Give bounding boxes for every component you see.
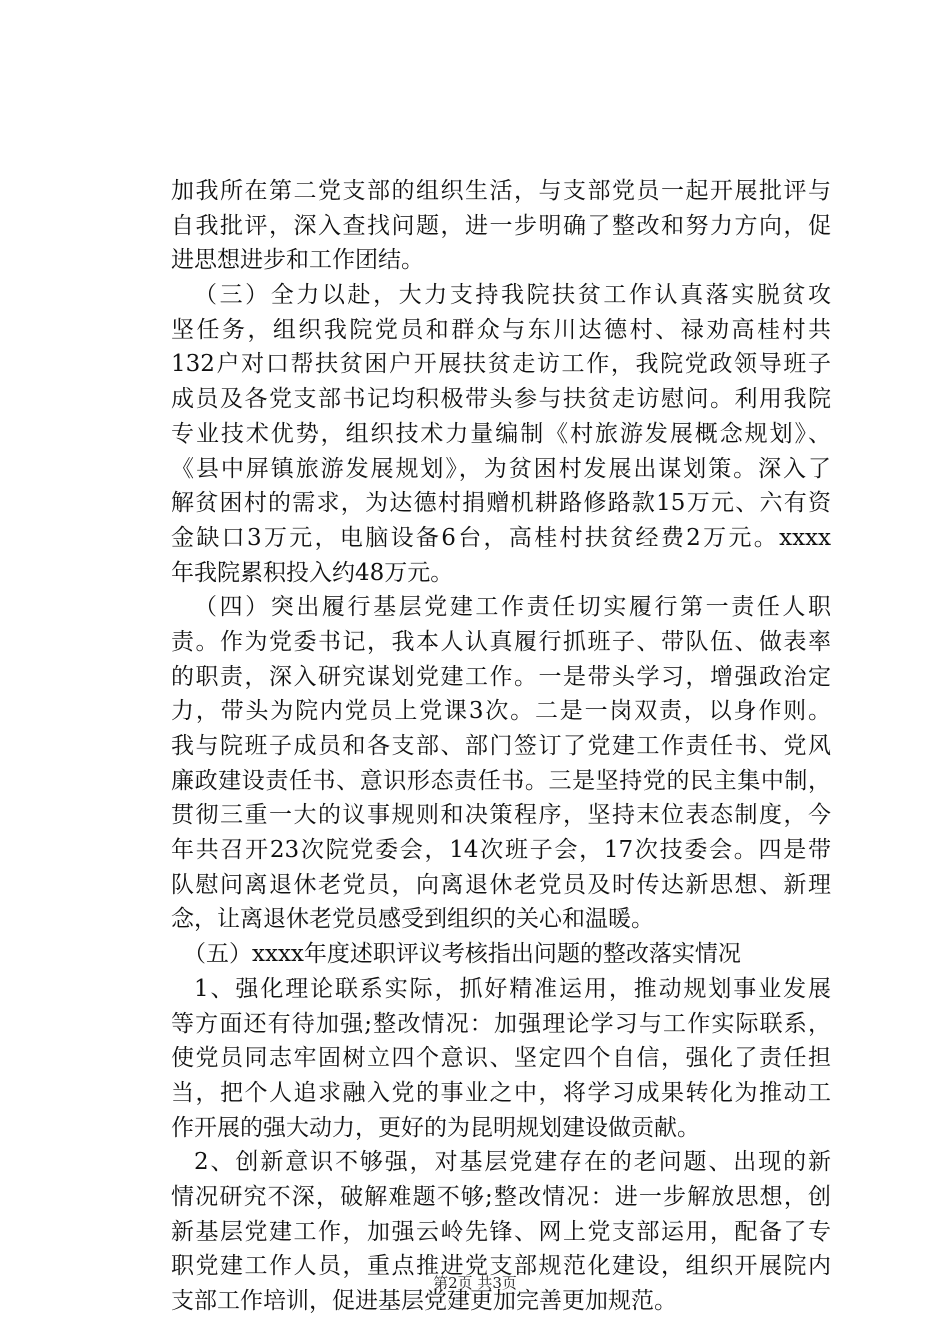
text-line: 职党建工作人员，重点推进党支部规范化建设，组织开展院内 [171,1253,831,1280]
paragraph-heading-5: （五）xxxx年度述职评议考核指出问题的整改落实情况 [183,941,741,968]
paragraph-heading-3: （三）全力以赴，大力支持我院扶贫工作认真落实脱贫攻 [194,282,831,309]
text-line: 加我所在第二党支部的组织生活，与支部党员一起开展批评与 [171,178,831,204]
text-line: 廉政建设责任书、意识形态责任书。三是坚持党的民主集中制， [171,767,831,794]
text-line: 责。作为党委书记，我本人认真履行抓班子、带队伍、做表率 [171,628,831,655]
text-line: 作开展的强大动力，更好的为昆明规划建设做贡献。 [171,1114,700,1141]
text-line: 解贫困村的需求，为达德村捐赠机耕路修路款15万元、六有资 [171,490,831,517]
text-line: 力，带头为院内党员上党课3次。二是一岗双责，以身作则。 [171,698,831,725]
text-line: 年我院累积投入约48万元。 [171,559,454,586]
text-line: 专业技术优势，组织技术力量编制《村旅游发展概念规划》、 [171,420,831,447]
text-line: 队慰问离退休老党员，向离退休老党员及时传达新思想、新理 [171,871,831,898]
list-item-1: 1、强化理论联系实际，抓好精准运用，推动规划事业发展 [194,975,831,1002]
text-line: 当，把个人追求融入党的事业之中，将学习成果转化为推动工 [171,1079,831,1106]
text-line: 成员及各党支部书记均积极带头参与扶贫走访慰问。利用我院 [171,386,831,413]
text-line: 新基层党建工作，加强云岭先锋、网上党支部运用，配备了专 [171,1218,831,1245]
text-line: 自我批评，深入查找问题，进一步明确了整改和努力方向，促 [171,212,831,239]
text-line: 年共召开23次院党委会，14次班子会，17次技委会。四是带 [171,837,831,864]
document-body [171,174,831,1319]
text-line: 情况研究不深，破解难题不够;整改情况：进一步解放思想，创 [171,1183,831,1210]
text-line: 的职责，深入研究谋划党建工作。一是带头学习，增强政治定 [171,663,831,690]
paragraph-heading-4: （四）突出履行基层党建工作责任切实履行第一责任人职 [194,594,831,621]
text-line: 我与院班子成员和各支部、部门签订了党建工作责任书、党风 [171,733,831,759]
text-line: 《县中屏镇旅游发展规划》，为贫困村发展出谋划策。深入了 [171,455,831,482]
page-number-footer: 第2页 共3页 [433,1274,517,1292]
list-item-2: 2、创新意识不够强，对基层党建存在的老问题、出现的新 [194,1149,831,1176]
text-line: 贯彻三重一大的议事规则和决策程序，坚持末位表态制度，今 [171,802,831,829]
text-line: 进思想进步和工作团结。 [171,247,424,274]
text-line: 念，让离退休老党员感受到组织的关心和温暖。 [171,906,654,933]
text-line: 使党员同志牢固树立四个意识、坚定四个自信，强化了责任担 [171,1045,831,1072]
text-line: 等方面还有待加强;整改情况：加强理论学习与工作实际联系， [171,1010,831,1037]
text-line: 金缺口3万元，电脑设备6台，高桂村扶贫经费2万元。xxxx [171,524,831,551]
text-line: 支部工作培训，促进基层党建更加完善更加规范。 [171,1288,677,1314]
text-line: 132户对口帮扶贫困户开展扶贫走访工作，我院党政领导班子 [171,351,831,378]
text-line: 坚任务，组织我院党员和群众与东川达德村、禄劝高桂村共 [171,316,831,343]
